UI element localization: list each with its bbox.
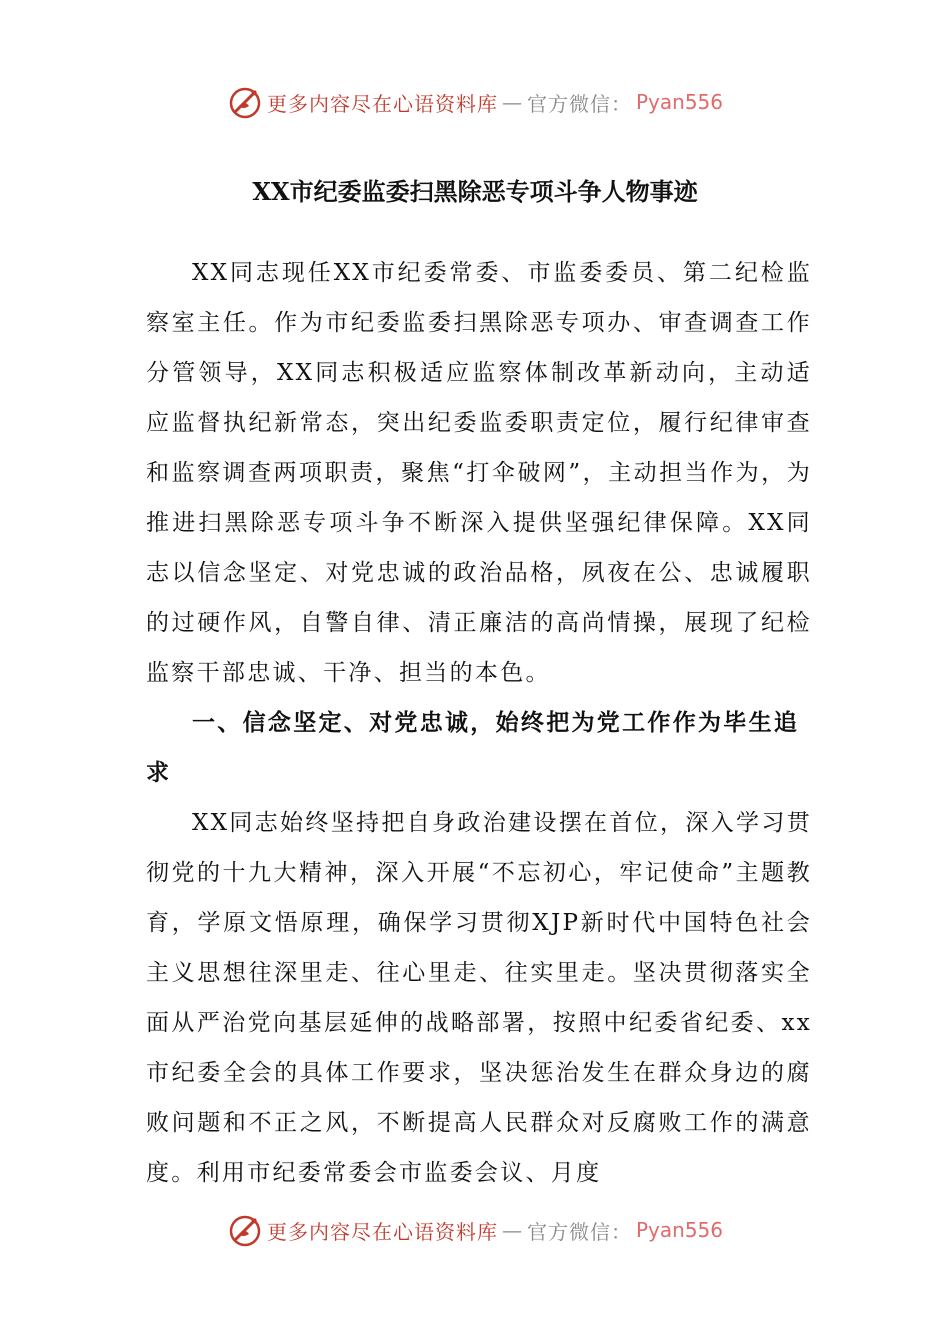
footer-watermark <box>0 1208 950 1252</box>
watermark-wechat-id: Pyan556 <box>635 90 723 114</box>
watermark-text: 更多内容尽在心语资料库 <box>266 1219 498 1244</box>
watermark-dash: — <box>501 90 523 114</box>
watermark-dash: — <box>501 1218 523 1242</box>
header-watermark <box>0 80 950 124</box>
watermark-wechat-label: 官方微信： <box>526 1219 632 1244</box>
intro-paragraph: XX同志现任XX市纪委常委、市监委委员、第二纪检监察室主任。作为市纪委监委扫黑除恶专项办、审查调查工作分管领导，XX同志积极适应监察体制改革新动向，主动适应监督执纪新常态，突出纪委监委职责定位，履行纪律审查和监察调查两项职责，聚焦“打伞破网”，主动担当作为，为推进扫黑除恶专项斗争不断深入提供坚强纪律保障。XX同志以信念坚定、对党忠诚的政治品格，夙夜在公、忠诚履职的过硬作风，自警自律、清正廉洁的高尚情操，展现了纪检监察干部忠诚、干净、担当的本色。 <box>146 260 812 686</box>
brush-logo-icon <box>227 84 263 120</box>
watermark-text: 更多内容尽在心语资料库 <box>266 91 498 116</box>
section-heading-1: 一、信念坚定、对党忠诚，始终把为党工作作为毕生追求 <box>146 710 800 786</box>
brush-logo-icon <box>227 1212 263 1248</box>
document-title: XX市纪委监委扫黑除恶专项斗争人物事迹 <box>252 177 698 206</box>
section-1-paragraph: XX同志始终坚持把自身政治建设摆在首位，深入学习贯彻党的十九大精神，深入开展“不忘初心，牢记使命”主题教育，学原文悟原理，确保学习贯彻XJP新时代中国特色社会主义思想往深里走、往心里走、往实里走。坚决贯彻落实全面从严治党向基层延伸的战略部署，按照中纪委省纪委、xx市纪委全会的具体工作要求，坚决惩治发生在群众身边的腐败问题和不正之风，不断提高人民群众对反腐败工作的满意度。利用市纪委常委会市监委会议、月度 <box>146 810 812 1186</box>
document-body <box>146 248 812 1198</box>
watermark-wechat-id: Pyan556 <box>635 1218 723 1242</box>
watermark-wechat-label: 官方微信： <box>526 91 632 116</box>
